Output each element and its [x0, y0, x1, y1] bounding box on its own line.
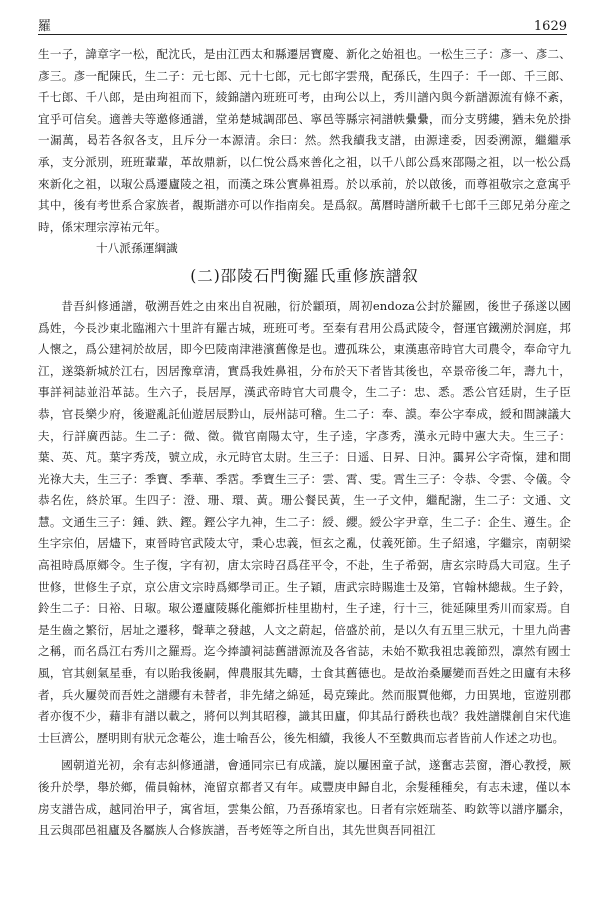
continuation-paragraph: 生一子，諱章字一松，配沈氏，是由江西太和縣遷居寶慶、新化之始祖也。一松生三子：彥一、彥二、彥三。彥一配陳氏，生二子：元七郎、元十七郎，元七郎字雲飛，配孫氏，生四子：千一郎、千三郎、千七郎、千八郎，是由珣祖而下，綾錦譜內班班可考，由珣公以上，秀川譜內與今新譜源流有條不紊，宜乎可信矣。適善夫等邀修通譜，堂弟楚城調邵邑、寧邑等縣宗祠譜帙纍纍，而分支劈縷，猶未免於掛一漏萬，曷若各叙各支，且斥分一本源清。余曰：然。然我續我支譜，由源達委，因委溯源，繼繼承承，支分派別，班班輩輩，革故鼎新，以仁悅公爲來善化之祖，以千八郎公爲來邵陽之祖，以一松公爲來新化之祖，以琡公爲遷廬陵之祖，而漢之珠公實鼻祖焉。於以承前，於以啟後，而尊祖敬宗之意寓乎其中，後有考世系合家族者，覩斯譜亦可以作指南矣。是爲叙。萬曆時譜所載千七郎千三郎兄弟分産之時，係宋理宗淳祐元年。: [38, 47, 571, 234]
body-paragraph-2: 國朝道光初，余有志糾修通譜，會通同宗已有成議，旋以屢困童子試，遂奮志芸窗，潛心教授，厥後升於學，舉於鄉，備員翰林，淹留京都者又有年。咸豐庚申歸自北，余髮種種矣，有志未逮，僅以本房支譜告成，越同治甲子，寓省垣，雲集公館，乃吾孫堉家也。日者有宗姪瑞荃、畇欽等以譜序屬余，且云與邵邑祖廬及各屬族人合修族譜，吾考姪等之所自出，其先世與吾同祖江: [38, 758, 571, 838]
running-title: 羅: [38, 19, 52, 34]
page-body: [38, 44, 571, 842]
section-title: (二)邵陵石門衡羅氏重修族譜叙: [190, 266, 419, 285]
body-paragraph-1: 昔吾糾修通譜，敬溯吾姓之由來出自祝融，衍於顓頊，周初endoza公封於羅國，後世子孫遂以國爲姓，今長沙東北臨湘六十里許有羅古城，班班可考。至秦有君用公爲武陵令，督運官鐵溯於洞庭，邦人懷之，爲公建祠於故居，即今巴陵南津港濱舊像是也。遭孤珠公，東漢惠帝時官大司農令，奉命守九江，遂築新城於江右，因居豫章清，實爲我姓鼻祖，分布於天下者皆其後也，卒景帝後二年，壽九十，事詳祠誌並沿革誌。生六子，長居厚，漢武帝時官大司農令，生二子：忠、悉。悉公官廷尉，生子臣恭，官長樂少府，後避亂託仙遊居辰黔山，辰州誌可稽。生二子：奉、謨。奉公字奉成，綬和間諫議大夫，行詳廣西誌。生二子：微、徵。微官南陽太守，生子逵，字彥秀，漢永元時中憲大夫。生三子：葉、英、芃。葉字秀茂，號立成，永元時官太尉。生三子：日遥、日昇、日沖。靄昇公字奇愾，建和間光祿大夫，生三子：季寶、季華、季霑。季寶生三子：雲、霄、雯。霄生三子：令恭、令雲、令儀。令恭名佐，終於軍。生四子：澄、珊、環、黃。珊公餐民黃，生一子文仲，繼配謝，生二子：文通、文慧。文通生三子：鍾、鉄、鏗。鏗公字九神，生二子：綬、纓。綬公字尹章，生二子：企生、遵生。企生字宗伯，居燼下，東晉時官武陵太守，秉心忠義，恒玄之亂，仗義死節。生子紹遠，字繼宗，南朝梁高祖時爲原鄉令。生子復，字有初，唐太宗時召爲荏平令，不赴，生子希弼，唐玄宗時爲大司寇。生子世修，世修生子京，京公唐文宗時爲鄉學司正。生子穎，唐武宗時賜進士及第，官翰林總裁。生子鈴，鈴生二子：日裕、日琡。琡公遷廬陵縣化龍鄉折桂里勘村，生子達，行十三，徙延陳里秀川而家焉。自是生齒之繁衍，居址之遷移，聲華之發越，人文之蔚起，倍盛於前，是以久有五里三狀元，十里九尚書之稱，而名爲江右秀川之羅焉。迄今捧讀祠誌舊譜源流及各省誌，未始不歎我祖忠義節烈，凛然有國士風，官其劍氣星垂，有以貽我後嗣，俾農服其先疇，士食其舊德也。是故治桑屢變而吾姓之田廬有未移者，兵火屢熒而吾姓之譜纓有未替者，非先緒之綿延，曷克臻此。然而服賈他鄉，力田異地，宦遊別郡者亦復不少，藉非有譜以載之，將何以判其昭穆，識其田廬，仰其品行爵秩也哉？我姓譜牒創自宋代進士巨濟公，歷明則有狀元念菴公，進士喻吾公，後先相續，我後人不至數典而忘者皆前人作述之功也。: [38, 298, 571, 745]
page-number: 1629: [533, 19, 567, 34]
preface-signature: 十八派孫運綱識: [95, 241, 178, 256]
page-header: [38, 12, 567, 35]
